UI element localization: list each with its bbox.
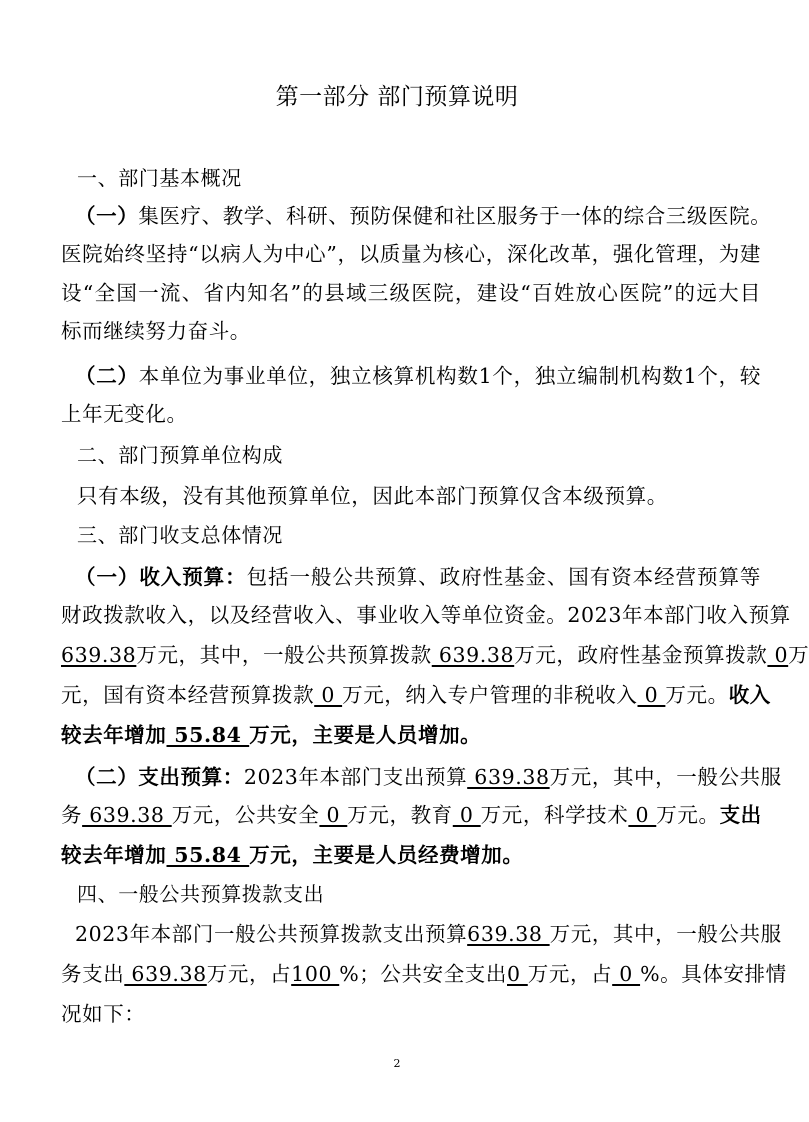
paragraph-line	[61, 801, 761, 829]
bold-text: 万元，主要是人员增加。	[249, 723, 482, 747]
paragraph-label: （二）	[75, 364, 139, 388]
amount-value: 0	[507, 962, 528, 986]
amount-value: 0	[314, 683, 343, 707]
bold-text: 万元，主要是人员经费增加。	[249, 843, 524, 867]
amount-value: 639.38	[467, 765, 550, 789]
paragraph-text: 万元，科学技术	[480, 803, 629, 827]
paragraph-line	[61, 641, 809, 669]
paragraph-text: 务	[61, 803, 83, 827]
page-number: 2	[393, 1057, 401, 1070]
paragraph-text: 万元，政府性基金预算拨款	[514, 643, 768, 667]
bold-text: 较去年增加	[61, 723, 167, 747]
amount-value: 639.38	[61, 643, 137, 667]
paragraph-line	[61, 920, 782, 948]
paragraph-text: 务支出	[61, 962, 125, 986]
page-title: 第一部分 部门预算说明	[275, 84, 519, 110]
paragraph-line	[61, 681, 771, 709]
paragraph-text: 万元，占	[206, 962, 292, 986]
paragraph-line	[61, 841, 761, 869]
paragraph-text: %。具体安排情	[640, 962, 787, 986]
section-heading-1: 一、部门基本概况	[77, 166, 242, 190]
amount-value: 0	[452, 803, 481, 827]
paragraph-text: 万元。	[665, 683, 729, 707]
paragraph-label: （一）	[75, 204, 139, 228]
paragraph-line	[61, 601, 791, 629]
paragraph-text: 财政拨款收入，以及经营收入、事业收入等单位资金。2023年本部门收入预算	[61, 603, 791, 627]
paragraph-line	[61, 202, 772, 230]
paragraph-text: 元，国有资本经营预算拨款	[61, 683, 315, 707]
percent-value: 0	[612, 962, 641, 986]
amount-value: 55.84	[166, 723, 250, 747]
paragraph-line: 标而继续努力奋斗。	[61, 319, 251, 343]
paragraph-line: 设“全国一流、省内知名”的县域三级医院，建设“百姓放心医院”的远大目	[61, 281, 761, 305]
amount-value: 0	[628, 803, 657, 827]
paragraph-text: 万	[788, 643, 809, 667]
section-heading-3: 三、部门收支总体情况	[77, 523, 283, 547]
paragraph-text: 万元，占	[527, 962, 613, 986]
paragraph-text: 万元，教育	[347, 803, 453, 827]
bold-text: 收入	[728, 683, 771, 707]
amount-value: 0	[319, 803, 348, 827]
section-heading-4: 四、一般公共预算拨款支出	[77, 882, 325, 906]
bold-text: 支出	[719, 803, 762, 827]
bold-text: 较去年增加	[61, 843, 167, 867]
paragraph-line	[61, 362, 761, 390]
paragraph-text: 本单位为事业单位，独立核算机构数1个，独立编制机构数1个，较	[138, 364, 761, 388]
percent-value: 100	[291, 962, 340, 986]
paragraph-label: （二）支出预算：	[75, 765, 244, 789]
amount-value: 639.38	[124, 962, 207, 986]
paragraph-text: 万元，其中，一般公共服	[549, 765, 782, 789]
amount-value: 0	[767, 643, 789, 667]
paragraph-line	[61, 563, 761, 591]
amount-value: 639.38	[82, 803, 172, 827]
paragraph-text: 万元，其中，一般公共服	[549, 922, 782, 946]
paragraph-line	[61, 763, 782, 791]
paragraph-line: 况如下：	[61, 1002, 146, 1026]
amount-value: 55.84	[166, 843, 250, 867]
paragraph-text: %；公共安全支出	[339, 962, 507, 986]
amount-value: 639.38	[467, 922, 550, 946]
paragraph-line: 只有本级，没有其他预算单位，因此本部门预算仅含本级预算。	[77, 484, 668, 508]
amount-value: 639.38	[431, 643, 515, 667]
paragraph-line: 上年无变化。	[61, 402, 188, 426]
paragraph-text: 2023年本部门一般公共预算拨款支出预算	[75, 922, 468, 946]
paragraph-text: 万元，其中，一般公共预算拨款	[136, 643, 432, 667]
paragraph-text: 万元，纳入专户管理的非税收入	[342, 683, 638, 707]
paragraph-text: 包括一般公共预算、政府性基金、国有资本经营预算等	[246, 565, 761, 589]
paragraph-text: 集医疗、教学、科研、预防保健和社区服务于一体的综合三级医院。	[138, 204, 772, 228]
paragraph-label: （一）收入预算：	[75, 565, 247, 589]
paragraph-line	[61, 960, 787, 988]
paragraph-line	[61, 721, 761, 749]
paragraph-text: 2023年本部门支出预算	[243, 765, 468, 789]
amount-value: 0	[637, 683, 666, 707]
paragraph-text: 万元。	[656, 803, 720, 827]
section-heading-2: 二、部门预算单位构成	[77, 443, 283, 467]
paragraph-text: 万元，公共安全	[171, 803, 320, 827]
paragraph-line: 医院始终坚持“以病人为中心”，以质量为核心，深化改革，强化管理，为建	[61, 242, 761, 266]
